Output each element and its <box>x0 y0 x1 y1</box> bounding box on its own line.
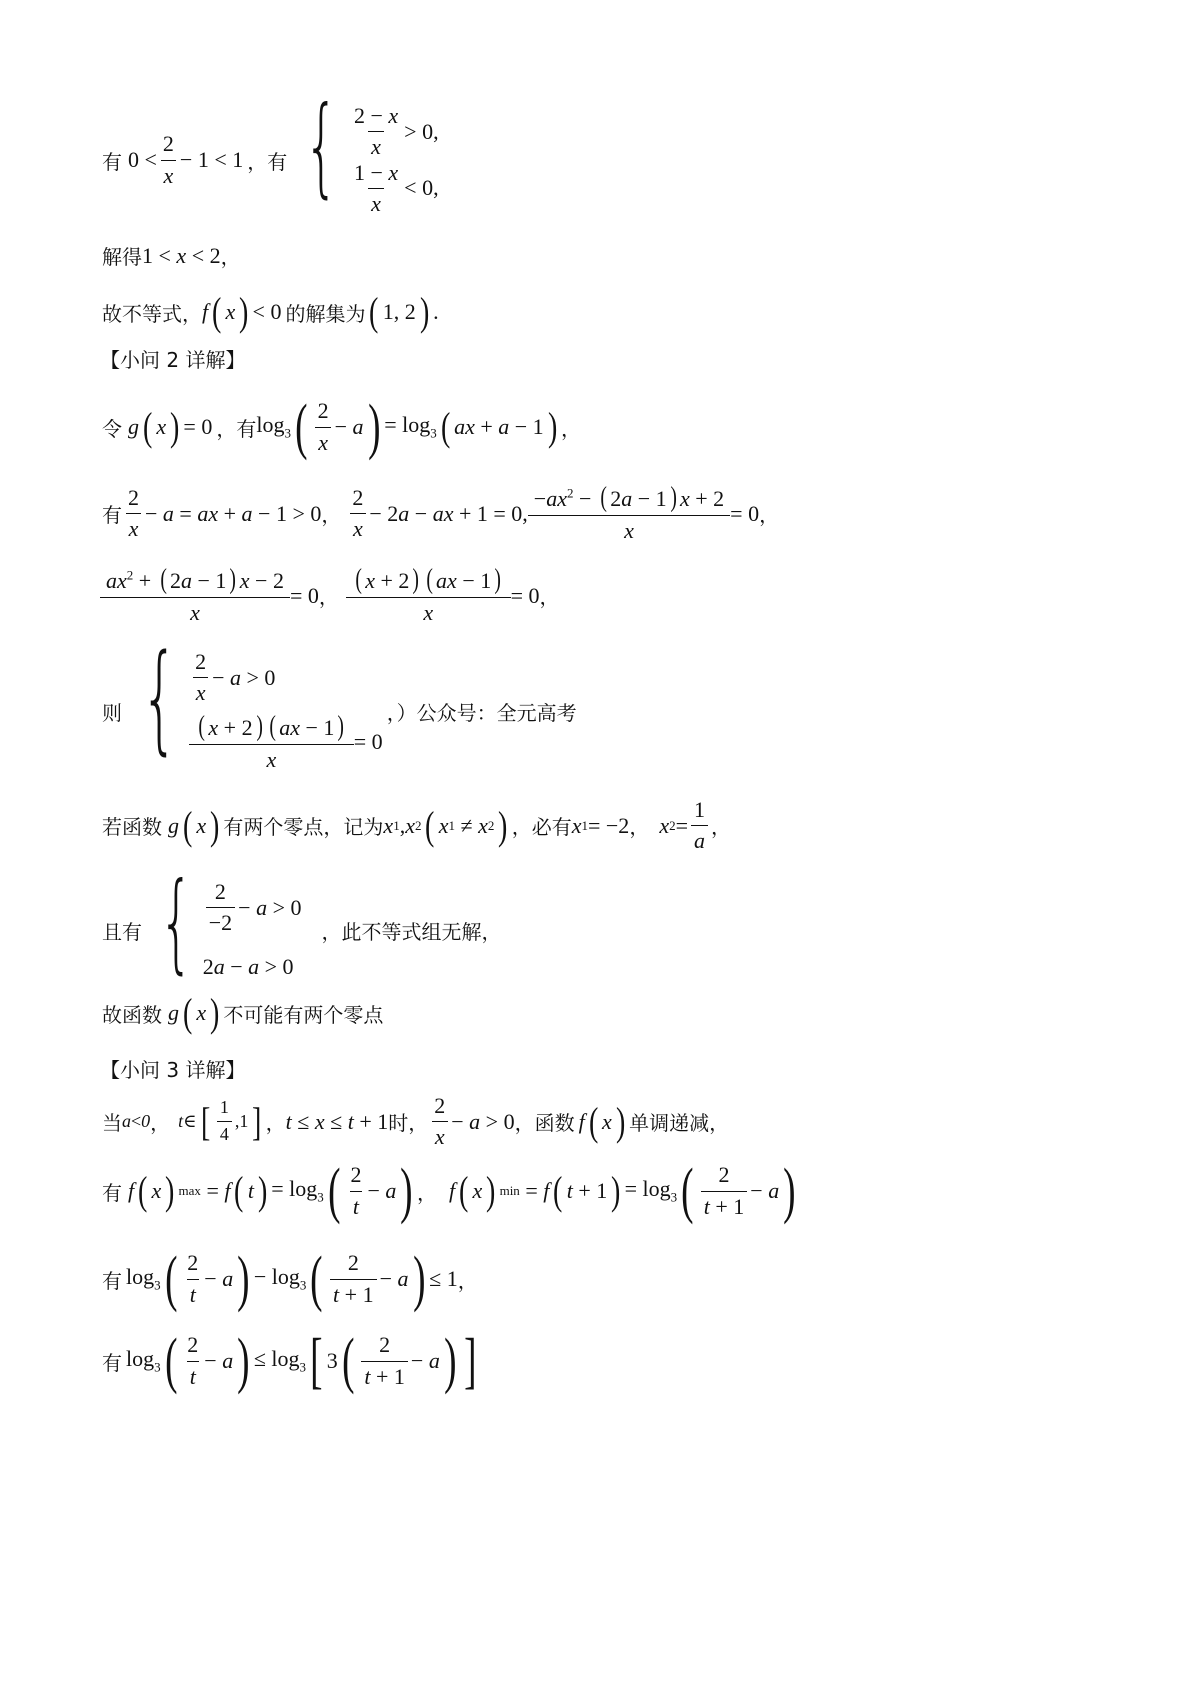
line-condition-system: 则 { $\frac{2}{x}$ − a > 0 $\frac{( x + 2 ) ( ax - 1 )}{x}$ = 0 ，）公众号：全元高考 <box>102 628 577 772</box>
line-difference-inequality: 有 $\log_3$ ( $\frac{2}{t}$ − a ) − $\log_3$ ( $\frac{2}{t + 1}$ − a ) ≤ 1 ， <box>102 1245 478 1313</box>
line-equation-transform: 有 $\frac{2}{x}$ − a = ax + a − 1 > 0 ， $\frac{2}{x}$ − 2a − ax + 1 = 0, $\frac{-ax^2 - ( 2a - 1 ) x + 2}{x}$ = 0 ， <box>102 482 780 543</box>
line-no-solution-system: 且有 { $\frac{2}{-2}$ − a > 0 2a − a > 0 ，此不等式组无解， <box>102 860 502 985</box>
line-conclusion-q2: 故函数 g ( x ) 不可能有两个零点 <box>102 990 384 1035</box>
line-inequality-system: 有 0 < $\frac{2}{x}$ − 1 < 1 ，有 { $\frac{2 - x}{x}$ > 0, $\frac{1 - x}{x}$ < 0, <box>102 84 439 216</box>
equation-system: { $\frac{2}{-2}$ − a > 0 2a − a > 0 <box>159 860 302 985</box>
line-max-min: 有 f ( x ) max = f ( t ) = $\log_3$ ( $\frac{2}{t}$ − a ) ， f ( x ) min = f ( t + 1 ) = $\log_3$ ( $\frac{2}{t + 1}$ − a ) <box>102 1157 796 1225</box>
line-log-inequality: 有 $\log_3$ ( $\frac{2}{t}$ − a ) ≤ $\log_3$ [ 3 ( $\frac{2}{t + 1}$ − a ) ] <box>102 1327 478 1395</box>
section-heading-q2: 【小问 2 详解】 <box>100 348 246 372</box>
line-solution-set: 故不等式， f ( x ) < 0 的解集为 ( 1, 2 ) . <box>102 289 439 334</box>
line-g-zero: 令 g ( x ) = 0 ，有 $\log_3$ ( $\frac{2}{x}$ − a ) = $\log_3$ ( ax + a − 1 ) ， <box>102 393 581 461</box>
line-monotonic: 当 a < 0 ， t ∈ [ $\frac{1}{4}$ ,1 ] ， t ≤ x ≤ t + 1 时， $\frac{2}{x}$ − a > 0 ，函数 f ( x ) 单调递减， <box>102 1093 730 1150</box>
line-two-zeros: 若函数 g ( x ) 有两个零点，记为 x 1 , x 2 ( x 1 ≠ x 2 ) ，必有 x 1 = −2 ， x 2 = $\frac{1}{a}$ ， <box>102 797 731 854</box>
fraction: $\frac{2}{x}$ <box>160 132 177 187</box>
equation-system: { $\frac{2 - x}{x}$ > 0, $\frac{1 - x}{x}$ < 0, <box>304 84 439 216</box>
section-heading-q3: 【小问 3 详解】 <box>100 1058 246 1082</box>
line-factored: $\frac{ax^2 + ( 2a - 1 ) x - 2}{x}$ = 0 ， $\frac{( x + 2 ) ( ax - 1 )}{x}$ = 0 ， <box>100 566 559 625</box>
line-solution-range: 解得 1 < x < 2 ， <box>102 242 241 269</box>
equation-system: { $\frac{2}{x}$ − a > 0 $\frac{( x + 2 ) ( ax - 1 )}{x}$ = 0 <box>140 628 383 772</box>
